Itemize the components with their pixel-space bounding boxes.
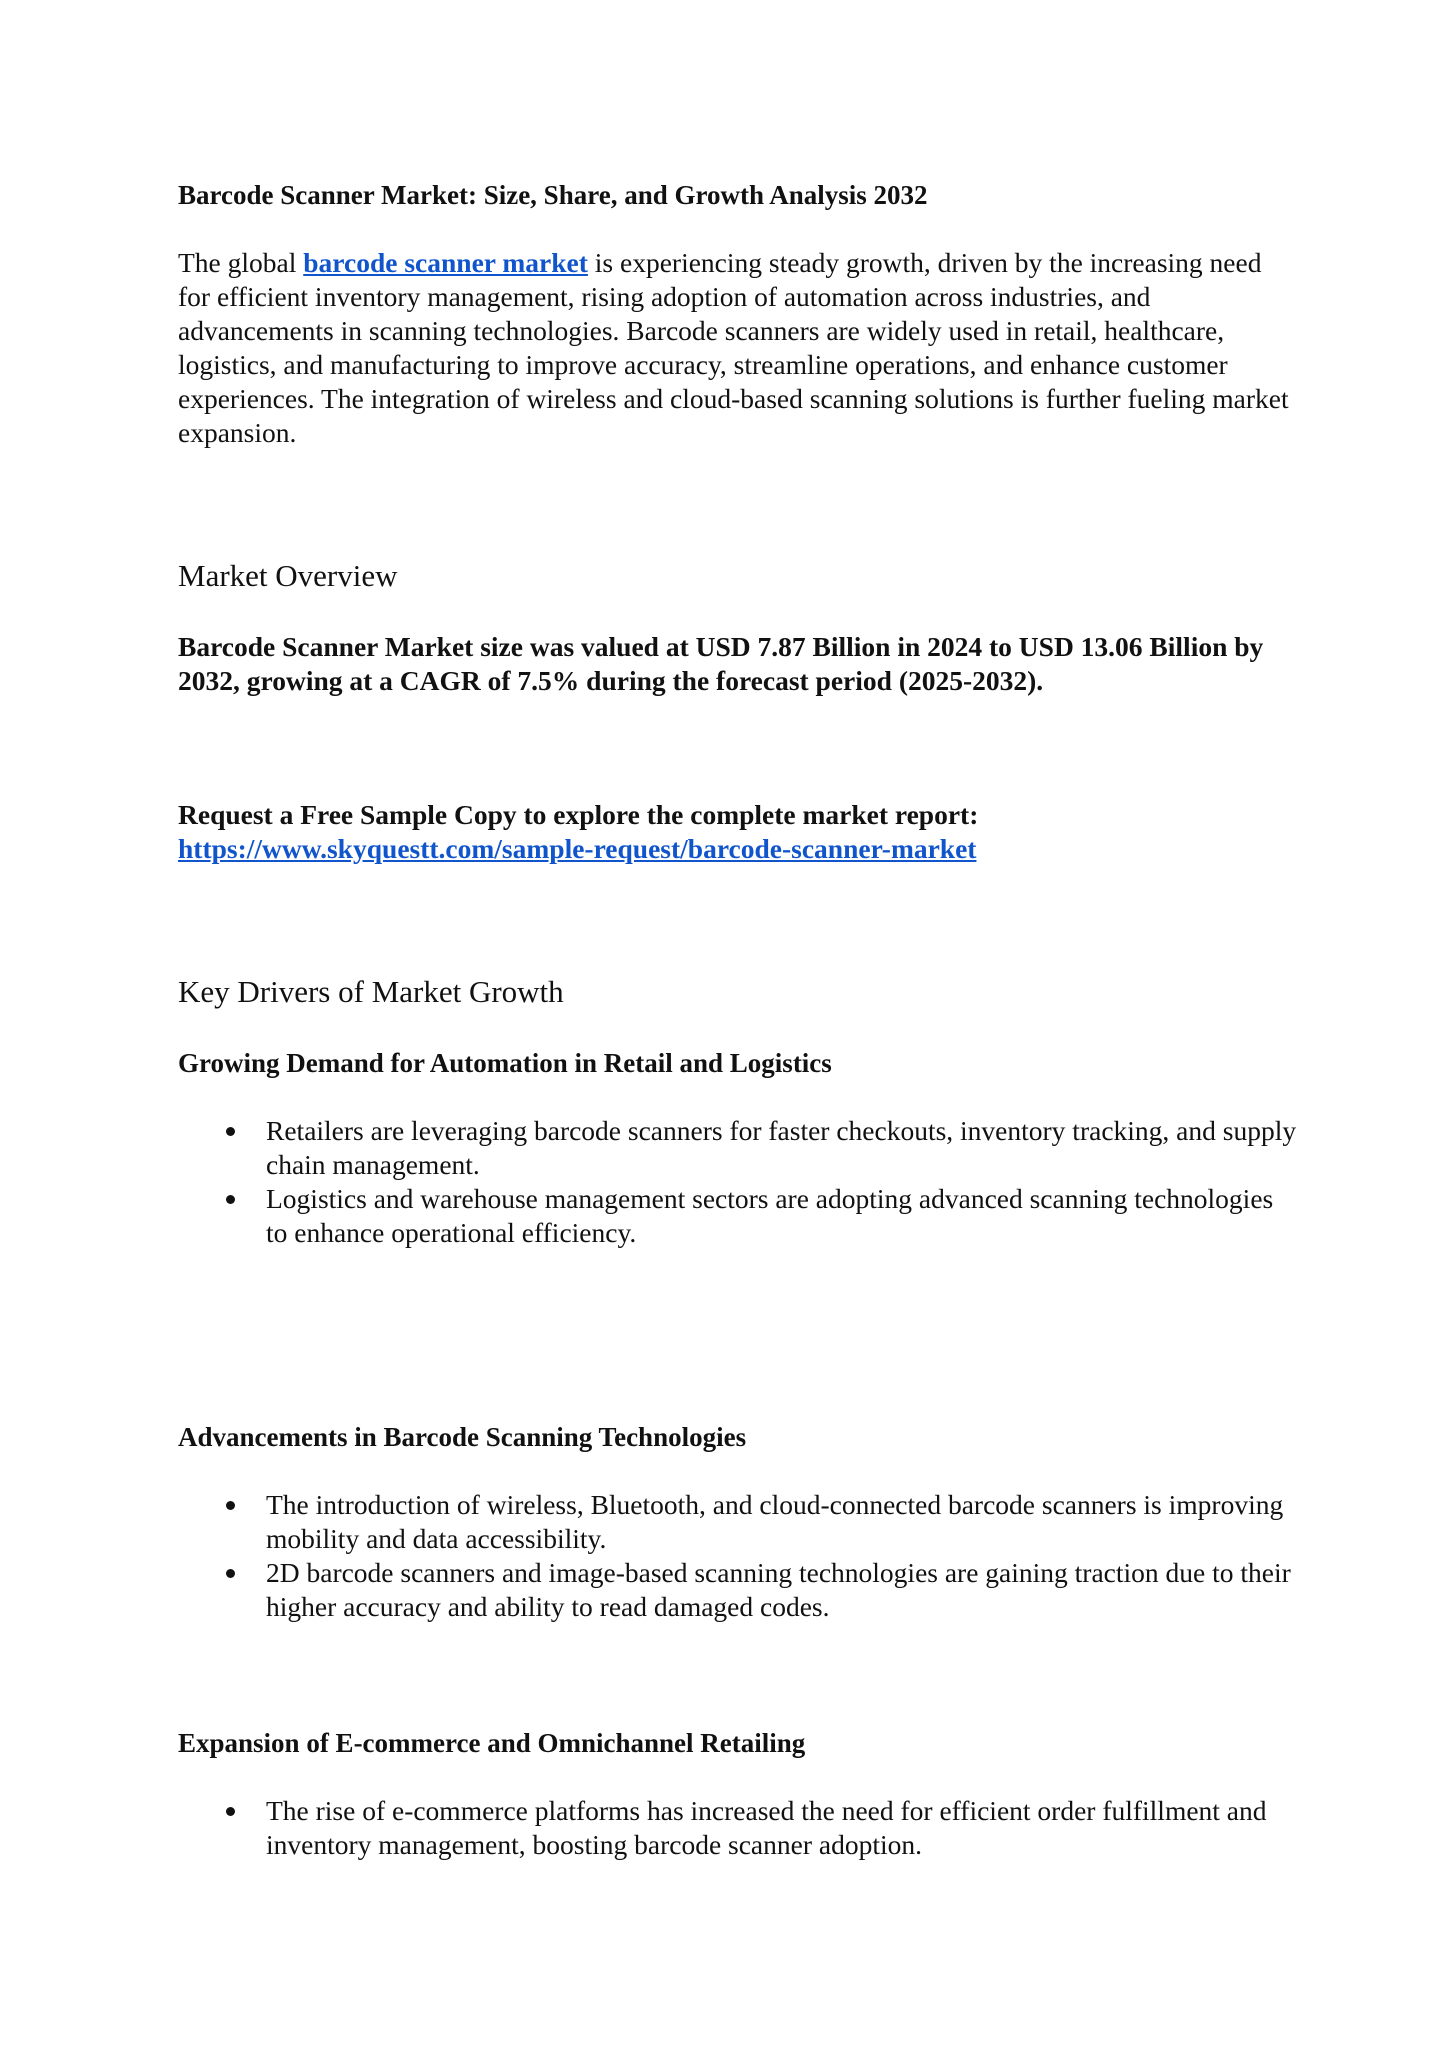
market-overview-heading: Market Overview [178,558,398,593]
bullet-icon [226,1127,235,1136]
sample-request-paragraph [178,798,1298,866]
market-size-statement: Barcode Scanner Market size was valued at USD 7.87 Billion in 2024 to USD 13.06 Billion by 2032, growing at a CAGR of 7.5% during the forecast period (2025-2032). [178,631,1264,696]
bullet-icon [226,1195,235,1204]
document-title: Barcode Scanner Market: Size, Share, and Growth Analysis 2032 [178,180,928,210]
driver-bullets-ecommerce [178,1794,1298,1862]
list-item [178,1556,1298,1624]
bullet-icon [226,1501,235,1510]
bullet-text: The introduction of wireless, Bluetooth, and cloud-connected barcode scanners is improving mobility and data accessibility. [266,1489,1284,1554]
driver-heading-technologies: Advancements in Barcode Scanning Technologies [178,1422,747,1452]
bullet-icon [226,1807,235,1816]
bullet-text: The rise of e-commerce platforms has increased the need for efficient order fulfillment and inventory management, boosting barcode scanner adoption. [266,1795,1267,1860]
list-item [178,1114,1298,1182]
barcode-scanner-market-link[interactable]: barcode scanner market [303,247,588,278]
intro-text-after: is experiencing steady growth, driven by the increasing need for efficient inventory management, rising adoption of automation across industries, and advancements in scanning technologies. Barcode scanners are widely used in retail, healthcare, logistics, and manufacturing to improve accuracy, streamline operations, and enhance customer experiences. The integration of wireless and cloud-based scanning solutions is further fueling market expansion. [178,247,1289,448]
driver-bullets-automation [178,1114,1298,1250]
key-drivers-heading: Key Drivers of Market Growth [178,974,564,1009]
driver-heading-ecommerce: Expansion of E-commerce and Omnichannel Retailing [178,1728,806,1758]
list-item [178,1488,1298,1556]
list-item [178,1794,1298,1862]
sample-request-text: Request a Free Sample Copy to explore the complete market report: [178,799,979,830]
bullet-icon [226,1569,235,1578]
sample-request-link[interactable]: https://www.skyquestt.com/sample-request/barcode-scanner-market [178,833,977,864]
bullet-text: Logistics and warehouse management sectors are adopting advanced scanning technologies to enhance operational efficiency. [266,1183,1274,1248]
bullet-text: 2D barcode scanners and image-based scanning technologies are gaining traction due to their higher accuracy and ability to read damaged codes. [266,1557,1291,1622]
intro-text-before: The global [178,247,304,278]
bullet-text: Retailers are leveraging barcode scanners for faster checkouts, inventory tracking, and supply chain management. [266,1115,1297,1180]
driver-bullets-technologies [178,1488,1298,1624]
intro-paragraph [178,246,1298,450]
driver-heading-automation: Growing Demand for Automation in Retail and Logistics [178,1048,832,1078]
list-item [178,1182,1298,1250]
